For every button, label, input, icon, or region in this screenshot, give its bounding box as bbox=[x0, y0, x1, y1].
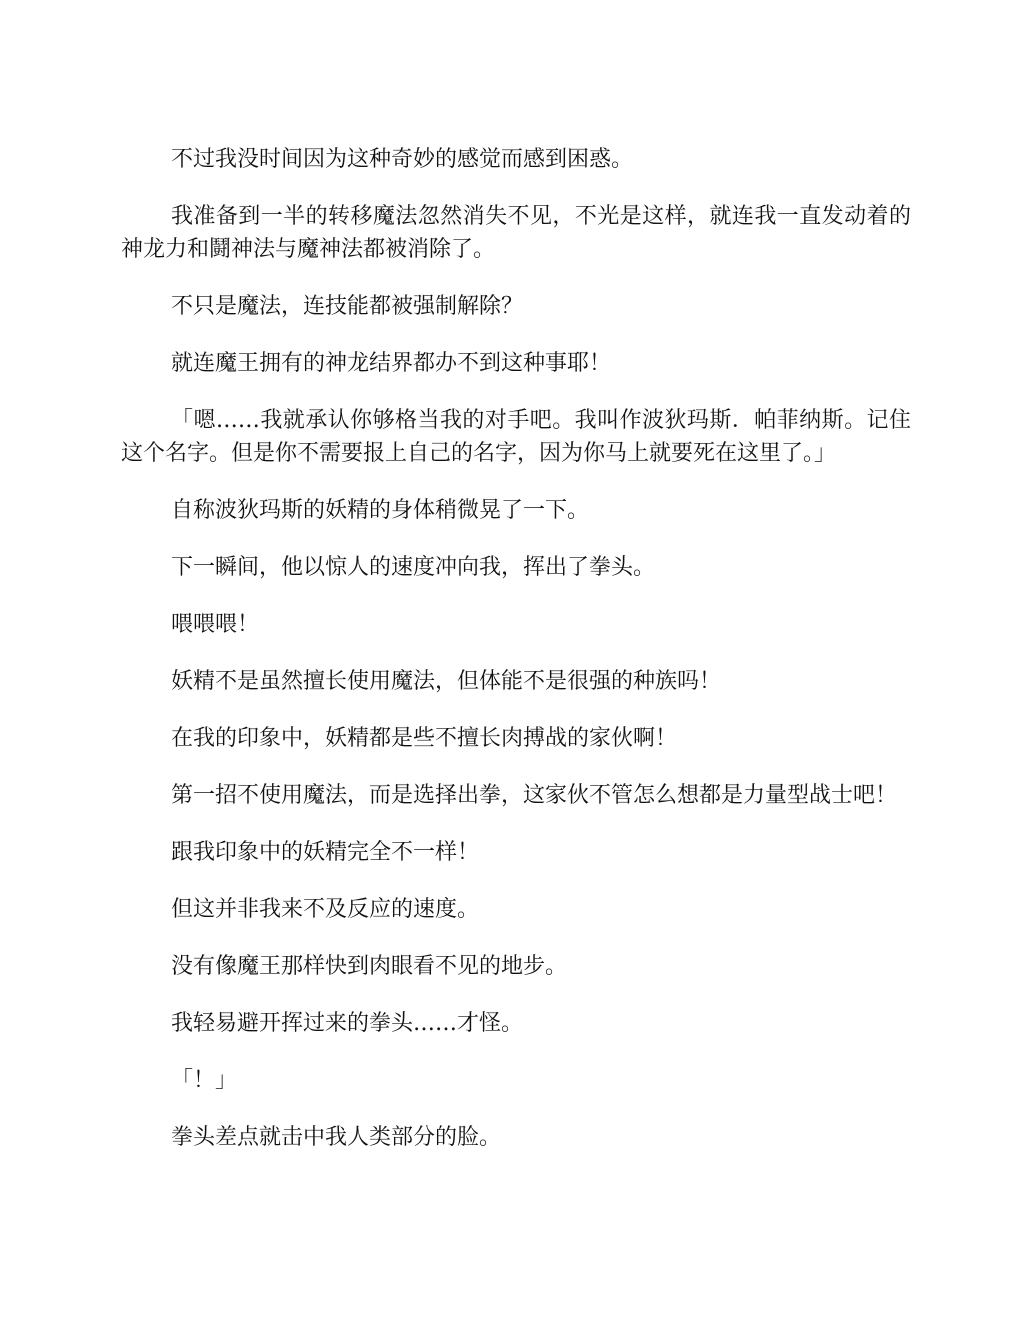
body-text bbox=[121, 143, 911, 1178]
paragraph: 我准备到一半的转移魔法忽然消失不见，不光是这样，就连我一直发动着的神龙力和鬪神法与魔神法都被消除了。 bbox=[121, 204, 911, 262]
paragraph: 跟我印象中的妖精完全不一样！ bbox=[171, 840, 480, 865]
paragraph: 喂喂喂！ bbox=[171, 612, 260, 637]
paragraph: 「！」 bbox=[171, 1068, 238, 1093]
paragraph: 拳头差点就击中我人类部分的脸。 bbox=[171, 1125, 502, 1150]
paragraph: 在我的印象中，妖精都是些不擅长肉搏战的家伙啊！ bbox=[171, 726, 678, 751]
paragraph: 下一瞬间，他以惊人的速度冲向我，挥出了拳头。 bbox=[171, 555, 656, 580]
paragraph: 妖精不是虽然擅长使用魔法，但体能不是很强的种族吗！ bbox=[171, 669, 722, 694]
paragraph: 不过我没时间因为这种奇妙的感觉而感到困惑。 bbox=[171, 147, 634, 172]
paragraph: 我轻易避开挥过来的拳头……才怪。 bbox=[171, 1011, 524, 1036]
paragraph: 第一招不使用魔法，而是选择出拳，这家伙不管怎么想都是力量型战士吧！ bbox=[171, 783, 898, 808]
paragraph: 没有像魔王那样快到肉眼看不见的地步。 bbox=[171, 954, 568, 979]
paragraph: 「嗯……我就承认你够格当我的对手吧。我叫作波狄玛斯．帕菲纳斯。记住这个名字。但是你不需要报上自己的名字，因为你马上就要死在这里了。」 bbox=[121, 408, 911, 466]
paragraph: 自称波狄玛斯的妖精的身体稍微晃了一下。 bbox=[171, 498, 590, 523]
paragraph: 但这并非我来不及反应的速度。 bbox=[171, 897, 480, 922]
paragraph: 就连魔王拥有的神龙结界都办不到这种事耶！ bbox=[171, 351, 612, 376]
paragraph: 不只是魔法，连技能都被强制解除？ bbox=[171, 294, 524, 319]
